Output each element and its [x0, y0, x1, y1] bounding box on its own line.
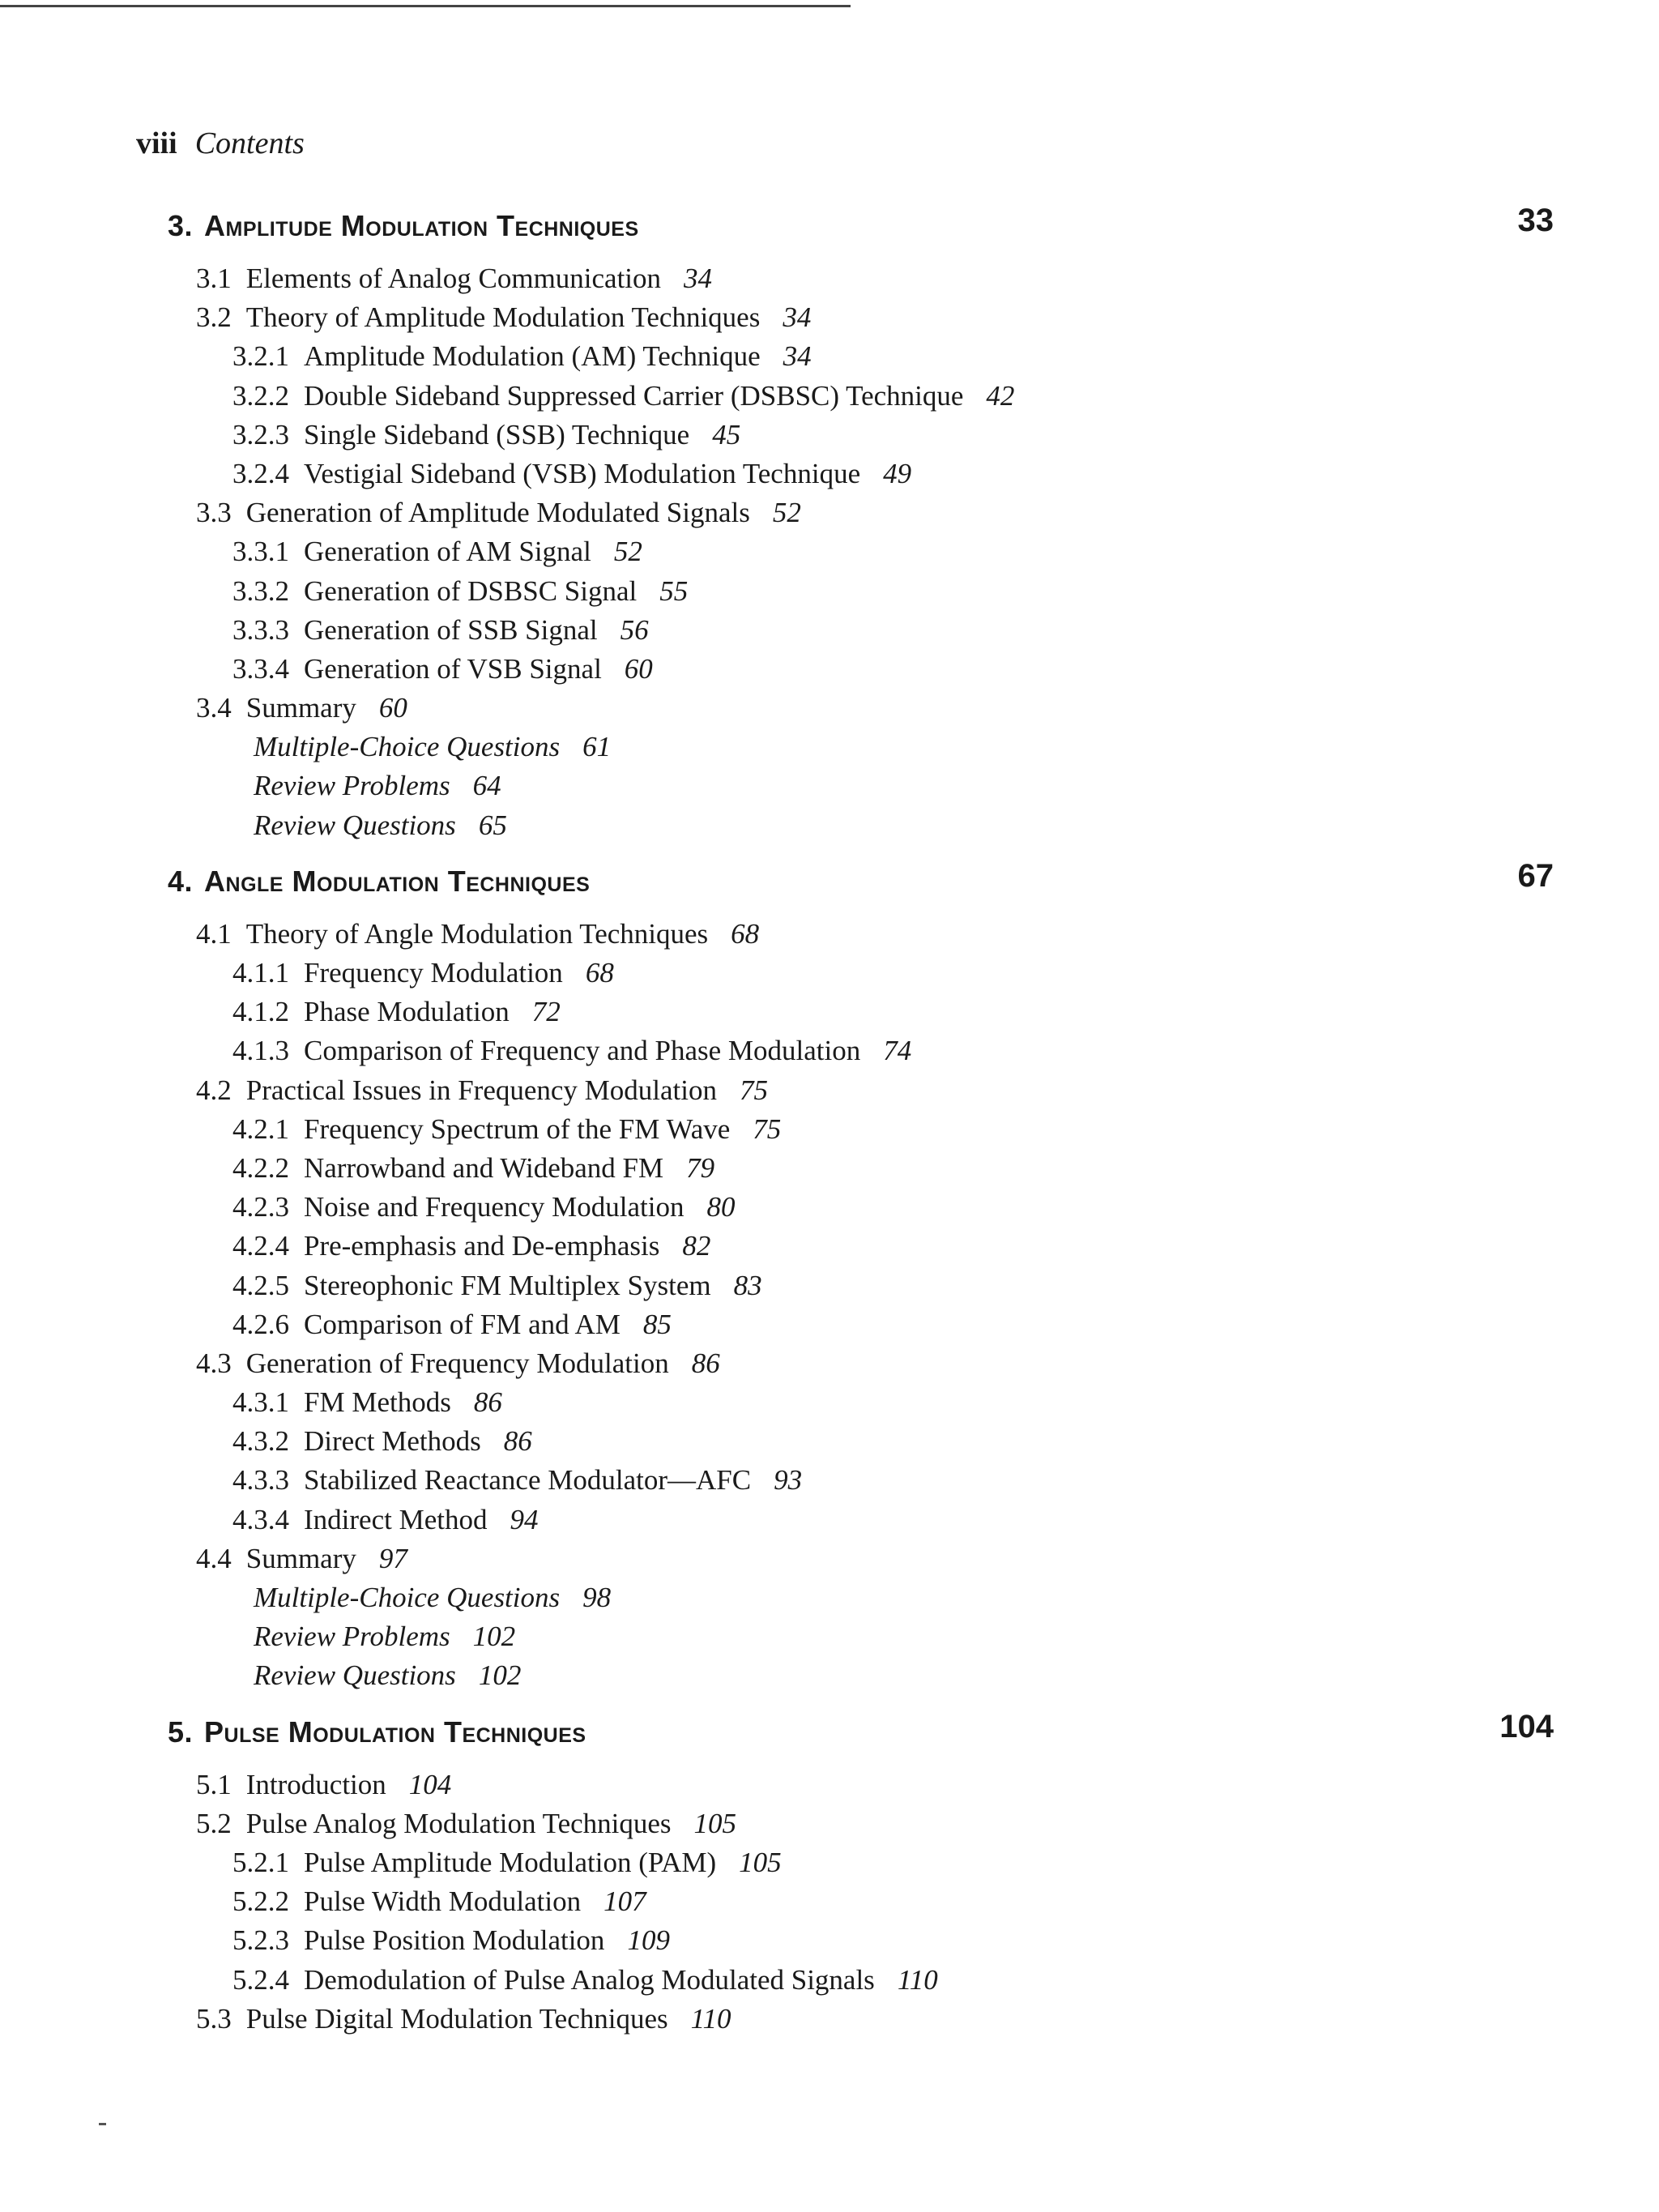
toc-entry-number: 3.3.2 [232, 574, 289, 607]
toc-entry-title: Phase Modulation [304, 996, 510, 1028]
toc-entry [0, 1383, 1659, 1422]
toc-entry-page: 105 [739, 1846, 782, 1878]
toc-entry-number: 4.2 [196, 1074, 232, 1106]
toc-entry [0, 915, 1659, 954]
toc-entry-page: 83 [733, 1269, 762, 1301]
toc-entry-page: 75 [740, 1074, 769, 1106]
toc-entry-title: Pre-emphasis and De-emphasis [304, 1230, 660, 1262]
chapter-heading [0, 203, 1659, 259]
toc-entry-number: 3.3.4 [232, 652, 289, 685]
toc-entry [0, 689, 1659, 728]
table-of-contents [0, 203, 1659, 2039]
toc-entry [0, 1578, 1659, 1617]
toc-entry-page: 97 [378, 1542, 407, 1574]
chapter-number: 3. [168, 209, 194, 242]
toc-entry-number: 3.3.3 [232, 613, 289, 646]
toc-entry-title: Multiple-Choice Questions [254, 731, 561, 763]
toc-entry [0, 1188, 1659, 1227]
toc-entry-number: 4.2.6 [232, 1308, 289, 1340]
toc-entry-title: Pulse Analog Modulation Techniques [245, 1807, 672, 1839]
toc-entry [0, 993, 1659, 1031]
toc-entry-number: 3.4 [196, 692, 232, 724]
toc-entry-page: 98 [582, 1582, 612, 1613]
toc-entry-title: Pulse Position Modulation [304, 1924, 605, 1957]
toc-entry [0, 1617, 1659, 1656]
toc-entry-number: 4.1.1 [232, 957, 289, 989]
chapter-number: 4. [168, 864, 194, 898]
toc-entry-title: Direct Methods [304, 1425, 481, 1458]
toc-entry [0, 806, 1659, 845]
toc-entry-page: 86 [691, 1347, 720, 1379]
chapter-page-number: 33 [1517, 203, 1554, 238]
toc-entry [0, 954, 1659, 993]
toc-entry-title: Review Problems [254, 1621, 450, 1653]
toc-entry-page: 110 [690, 2002, 731, 2035]
toc-entry [0, 767, 1659, 805]
toc-entry-number: 3.2.1 [232, 340, 289, 373]
toc-entry-number: 3.2.2 [232, 379, 289, 412]
toc-entry-page: 109 [627, 1924, 670, 1957]
toc-entry-page: 68 [585, 957, 614, 989]
toc-entry [0, 1305, 1659, 1344]
toc-entry-page: 102 [478, 1659, 522, 1692]
scan-mark [99, 2123, 106, 2125]
toc-entry [0, 1843, 1659, 1882]
chapter-title-text: Angle Modulation Techniques [204, 864, 591, 898]
toc-entry-page: 49 [883, 457, 912, 489]
toc-entry [0, 1422, 1659, 1461]
toc-entry [0, 1031, 1659, 1070]
toc-entry [0, 1882, 1659, 1921]
toc-entry-number: 3.1 [196, 263, 232, 294]
toc-entry-number: 4.4 [196, 1542, 232, 1574]
toc-entry-page: 86 [503, 1425, 532, 1458]
toc-entry-title: Amplitude Modulation (AM) Technique [304, 340, 761, 373]
toc-entry [0, 337, 1659, 376]
toc-entry-title: Summary [245, 692, 356, 724]
chapter-title-text: Pulse Modulation Techniques [204, 1715, 586, 1749]
toc-entry-page: 75 [753, 1112, 782, 1145]
toc-entry-page: 45 [712, 418, 741, 451]
toc-entry-number: 5.1 [196, 1768, 232, 1800]
toc-entry-title: Single Sideband (SSB) Technique [304, 418, 690, 451]
toc-entry-number: 5.2.2 [232, 1885, 289, 1918]
toc-entry-number: 3.2.4 [232, 457, 289, 489]
chapter-page-number: 104 [1499, 1708, 1554, 1744]
toc-entry-number: 4.3 [196, 1347, 232, 1379]
toc-entry-title: Multiple-Choice Questions [254, 1582, 561, 1613]
toc-entry-page: 55 [659, 574, 689, 607]
toc-entry-title: Generation of SSB Signal [304, 613, 598, 646]
toc-entry-number: 4.2.1 [232, 1112, 289, 1145]
toc-entry [0, 532, 1659, 571]
toc-entry-page: 105 [693, 1807, 737, 1839]
toc-entry-page: 42 [986, 379, 1015, 412]
toc-entry-title: Review Questions [254, 1659, 456, 1692]
toc-entry-title: Indirect Method [304, 1503, 488, 1535]
toc-entry-page: 102 [472, 1621, 516, 1653]
toc-entry-page: 52 [613, 536, 642, 568]
toc-entry [0, 493, 1659, 532]
toc-entry-number: 4.1 [196, 917, 232, 950]
toc-entry-number: 4.2.5 [232, 1269, 289, 1301]
toc-entry-number: 4.2.2 [232, 1151, 289, 1184]
chapter-title-text: Amplitude Modulation Techniques [204, 209, 639, 242]
toc-entry-number: 5.3 [196, 2002, 232, 2035]
toc-entry-page: 80 [706, 1191, 736, 1223]
toc-entry-page: 34 [783, 340, 812, 373]
toc-entry-title: Frequency Modulation [304, 957, 563, 989]
toc-entry-page: 93 [774, 1464, 803, 1497]
toc-entry [0, 1539, 1659, 1578]
toc-entry-page: 94 [510, 1503, 539, 1535]
toc-entry-title: Elements of Analog Communication [245, 263, 662, 294]
toc-entry [0, 1921, 1659, 1960]
toc-entry [0, 1149, 1659, 1188]
toc-entry-page: 65 [478, 809, 507, 841]
toc-entry-title: FM Methods [304, 1386, 451, 1419]
toc-entry-page: 107 [603, 1885, 646, 1918]
toc-entry [0, 1110, 1659, 1149]
toc-entry-title: Pulse Amplitude Modulation (PAM) [304, 1846, 717, 1878]
toc-entry [0, 572, 1659, 611]
chapter-title [168, 209, 639, 243]
toc-entry-title: Double Sideband Suppressed Carrier (DSBSC) Technique [304, 379, 964, 412]
chapter-title [168, 1715, 586, 1749]
toc-entry-number: 3.2.3 [232, 418, 289, 451]
toc-entry [0, 298, 1659, 337]
toc-entry-page: 85 [642, 1308, 672, 1340]
toc-entry [0, 1961, 1659, 2000]
toc-entry-number: 4.2.4 [232, 1230, 289, 1262]
toc-entry-number: 4.1.2 [232, 996, 289, 1028]
toc-entry [0, 1227, 1659, 1266]
toc-entry-title: Theory of Amplitude Modulation Techniques [245, 301, 761, 334]
toc-entry-page: 34 [684, 263, 713, 294]
toc-entry-title: Stabilized Reactance Modulator—AFC [304, 1464, 752, 1497]
toc-entry [0, 455, 1659, 493]
toc-entry [0, 1071, 1659, 1110]
toc-entry [0, 650, 1659, 689]
chapter-heading [0, 858, 1659, 915]
toc-entry-title: Narrowband and Wideband FM [304, 1151, 664, 1184]
toc-entry-page: 56 [620, 613, 649, 646]
toc-entry-number: 4.3.3 [232, 1464, 289, 1497]
toc-entry-page: 34 [783, 301, 812, 334]
toc-entry [0, 1804, 1659, 1843]
toc-entry-title: Frequency Spectrum of the FM Wave [304, 1112, 731, 1145]
toc-entry [0, 1501, 1659, 1539]
toc-entry [0, 1656, 1659, 1695]
toc-entry-number: 3.2 [196, 301, 232, 334]
top-rule [0, 5, 851, 7]
toc-entry [0, 416, 1659, 455]
toc-entry-page: 82 [682, 1230, 711, 1262]
page-folio: viii [136, 126, 177, 160]
toc-entry [0, 377, 1659, 416]
toc-entry-number: 4.3.4 [232, 1503, 289, 1535]
chapter-number: 5. [168, 1715, 194, 1749]
chapter-page-number: 67 [1517, 857, 1554, 894]
toc-entry [0, 259, 1659, 298]
running-head-title: Contents [194, 126, 305, 160]
toc-entry-number: 3.3 [196, 497, 232, 529]
toc-entry-title: Generation of Frequency Modulation [245, 1347, 669, 1379]
toc-entry-title: Comparison of FM and AM [304, 1308, 621, 1340]
toc-entry-title: Demodulation of Pulse Analog Modulated Signals [304, 1963, 875, 1996]
toc-entry-page: 64 [472, 770, 501, 802]
toc-entry-title: Introduction [245, 1768, 386, 1800]
toc-entry-title: Generation of Amplitude Modulated Signals [245, 497, 750, 529]
toc-entry-number: 4.2.3 [232, 1191, 289, 1223]
toc-entry-page: 60 [624, 652, 653, 685]
toc-entry-title: Generation of VSB Signal [304, 652, 602, 685]
toc-entry-page: 74 [883, 1035, 912, 1067]
running-head [136, 126, 305, 161]
toc-entry [0, 1766, 1659, 1804]
toc-entry-title: Pulse Digital Modulation Techniques [245, 2002, 668, 2035]
toc-entry [0, 728, 1659, 767]
toc-entry-title: Practical Issues in Frequency Modulation [245, 1074, 718, 1106]
toc-entry-title: Noise and Frequency Modulation [304, 1191, 684, 1223]
toc-entry-title: Comparison of Frequency and Phase Modulation [304, 1035, 861, 1067]
chapter-title [168, 865, 590, 899]
toc-entry-page: 86 [473, 1386, 502, 1419]
chapter-heading [0, 1709, 1659, 1766]
toc-entry-title: Generation of DSBSC Signal [304, 574, 638, 607]
toc-entry-page: 104 [408, 1768, 452, 1800]
toc-entry-title: Pulse Width Modulation [304, 1885, 582, 1918]
toc-entry-page: 68 [731, 917, 760, 950]
toc-entry-title: Stereophonic FM Multiplex System [304, 1269, 711, 1301]
toc-entry-number: 5.2 [196, 1807, 232, 1839]
toc-entry-number: 5.2.1 [232, 1846, 289, 1878]
toc-entry [0, 611, 1659, 650]
toc-entry-title: Review Problems [254, 770, 450, 802]
toc-entry [0, 1344, 1659, 1383]
toc-entry-page: 110 [897, 1963, 938, 1996]
toc-entry-title: Generation of AM Signal [304, 536, 591, 568]
toc-entry-number: 5.2.4 [232, 1963, 289, 1996]
toc-entry-number: 4.1.3 [232, 1035, 289, 1067]
toc-entry-title: Summary [245, 1542, 356, 1574]
toc-entry [0, 1266, 1659, 1305]
toc-entry-page: 79 [686, 1151, 715, 1184]
toc-entry-number: 4.3.2 [232, 1425, 289, 1458]
toc-entry-title: Theory of Angle Modulation Techniques [245, 917, 709, 950]
toc-entry-number: 4.3.1 [232, 1386, 289, 1419]
toc-entry [0, 1461, 1659, 1500]
toc-entry [0, 2000, 1659, 2039]
toc-entry-page: 60 [378, 692, 407, 724]
toc-entry-page: 72 [531, 996, 561, 1028]
toc-entry-title: Review Questions [254, 809, 456, 841]
toc-entry-page: 52 [772, 497, 801, 529]
toc-entry-number: 3.3.1 [232, 536, 289, 568]
toc-entry-number: 5.2.3 [232, 1924, 289, 1957]
toc-entry-title: Vestigial Sideband (VSB) Modulation Technique [304, 457, 861, 489]
toc-entry-page: 61 [582, 731, 612, 763]
